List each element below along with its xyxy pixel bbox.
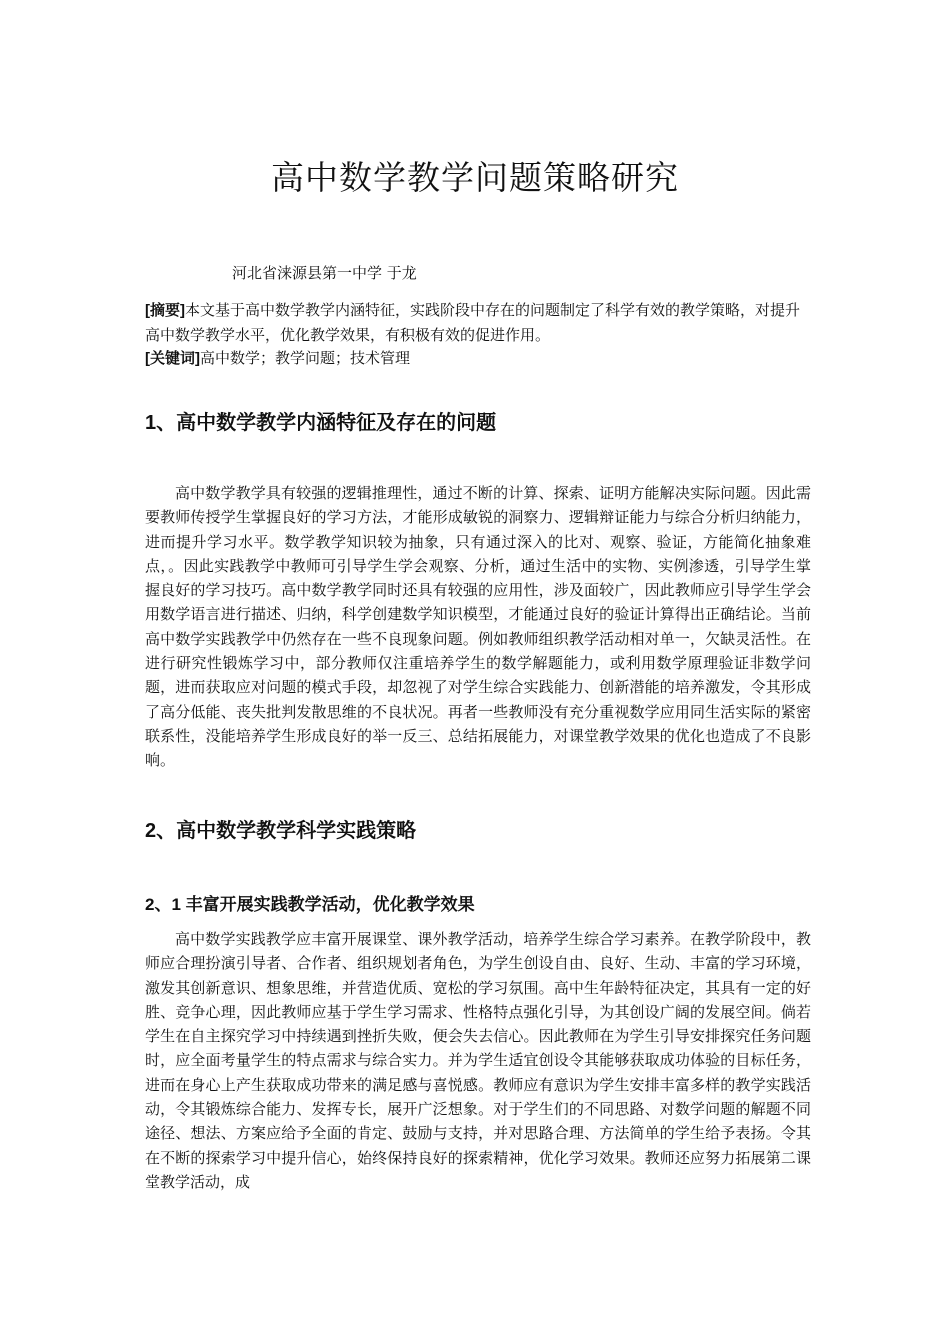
abstract-label: [摘要] [145, 302, 185, 319]
abstract-text: 本文基于高中数学教学内涵特征，实践阶段中存在的问题制定了科学有效的教学策略，对提升高中数学教学水平，优化教学效果，有积极有效的促进作用。 [145, 301, 801, 344]
section-2-1-subheading: 2、1 丰富开展实践教学活动，优化教学效果 [145, 895, 475, 914]
section-1-heading: 1、高中数学教学内涵特征及存在的问题 [145, 412, 497, 434]
keywords-text: 高中数学；教学问题；技术管理 [200, 349, 411, 367]
abstract [145, 298, 811, 348]
section-2-heading: 2、高中数学教学科学实践策略 [145, 820, 417, 842]
section-1-paragraph: 高中数学教学具有较强的逻辑推理性，通过不断的计算、探索、证明方能解决实际问题。因此需要教师传授学生掌握良好的学习方法，才能形成敏锐的洞察力、逻辑辩证能力与综合分析归纳能力，进而提升学习水平。数学教学知识较为抽象，只有通过深入的比对、观察、验证，方能简化抽象难点，。因此实践教学中教师可引导学生学会观察、分析，通过生活中的实物、实例渗透，引导学生掌握良好的学习技巧。高中数学教学同时还具有较强的应用性，涉及面较广，因此教师应引导学生学会用数学语言进行描述、归纳，科学创建数学知识模型，才能通过良好的验证计算得出正确结论。当前高中数学实践教学中仍然存在一些不良现象问题。例如教师组织教学活动相对单一，欠缺灵活性。在进行研究性锻炼学习中，部分教师仅注重培养学生的数学解题能力，或利用数学原理验证非数学问题，进而获取应对问题的模式手段，却忽视了对学生综合实践能力、创新潜能的培养激发，令其形成了高分低能、丧失批判发散思维的不良状况。再者一些教师没有充分重视数学应用同生活实际的紧密联系性，没能培养学生形成良好的举一反三、总结拓展能力，对课堂教学效果的优化也造成了不良影响。 [145, 484, 811, 770]
keywords [145, 346, 811, 371]
author-line: 河北省涞源县第一中学 于龙 [232, 264, 417, 282]
keywords-label: [关键词] [145, 350, 200, 367]
document-title: 高中数学教学问题策略研究 [271, 158, 679, 197]
section-2-1-paragraph: 高中数学实践教学应丰富开展课堂、课外教学活动，培养学生综合学习素养。在教学阶段中，教师应合理扮演引导者、合作者、组织规划者角色，为学生创设自由、良好、生动、丰富的学习环境，激发其创新意识、想象思维，并营造优质、宽松的学习氛围。高中生年龄特征决定，其具有一定的好胜、竞争心理，因此教师应基于学生学习需求、性格特点强化引导，为其创设广阔的发展空间。倘若学生在自主探究学习中持续遇到挫折失败，便会失去信心。因此教师在为学生引导安排探究任务问题时，应全面考量学生的特点需求与综合实力。并为学生适宜创设令其能够获取成功体验的目标任务，进而在身心上产生获取成功带来的满足感与喜悦感。教师应有意识为学生安排丰富多样的教学实践活动，令其锻炼综合能力、发挥专长，展开广泛想象。对于学生们的不同思路、对数学问题的解题不同途径、想法、方案应给予全面的肯定、鼓励与支持，并对思路合理、方法简单的学生给予表扬。令其在不断的探索学习中提升信心，始终保持良好的探索精神，优化学习效果。教师还应努力拓展第二课堂教学活动，成 [145, 930, 811, 1191]
